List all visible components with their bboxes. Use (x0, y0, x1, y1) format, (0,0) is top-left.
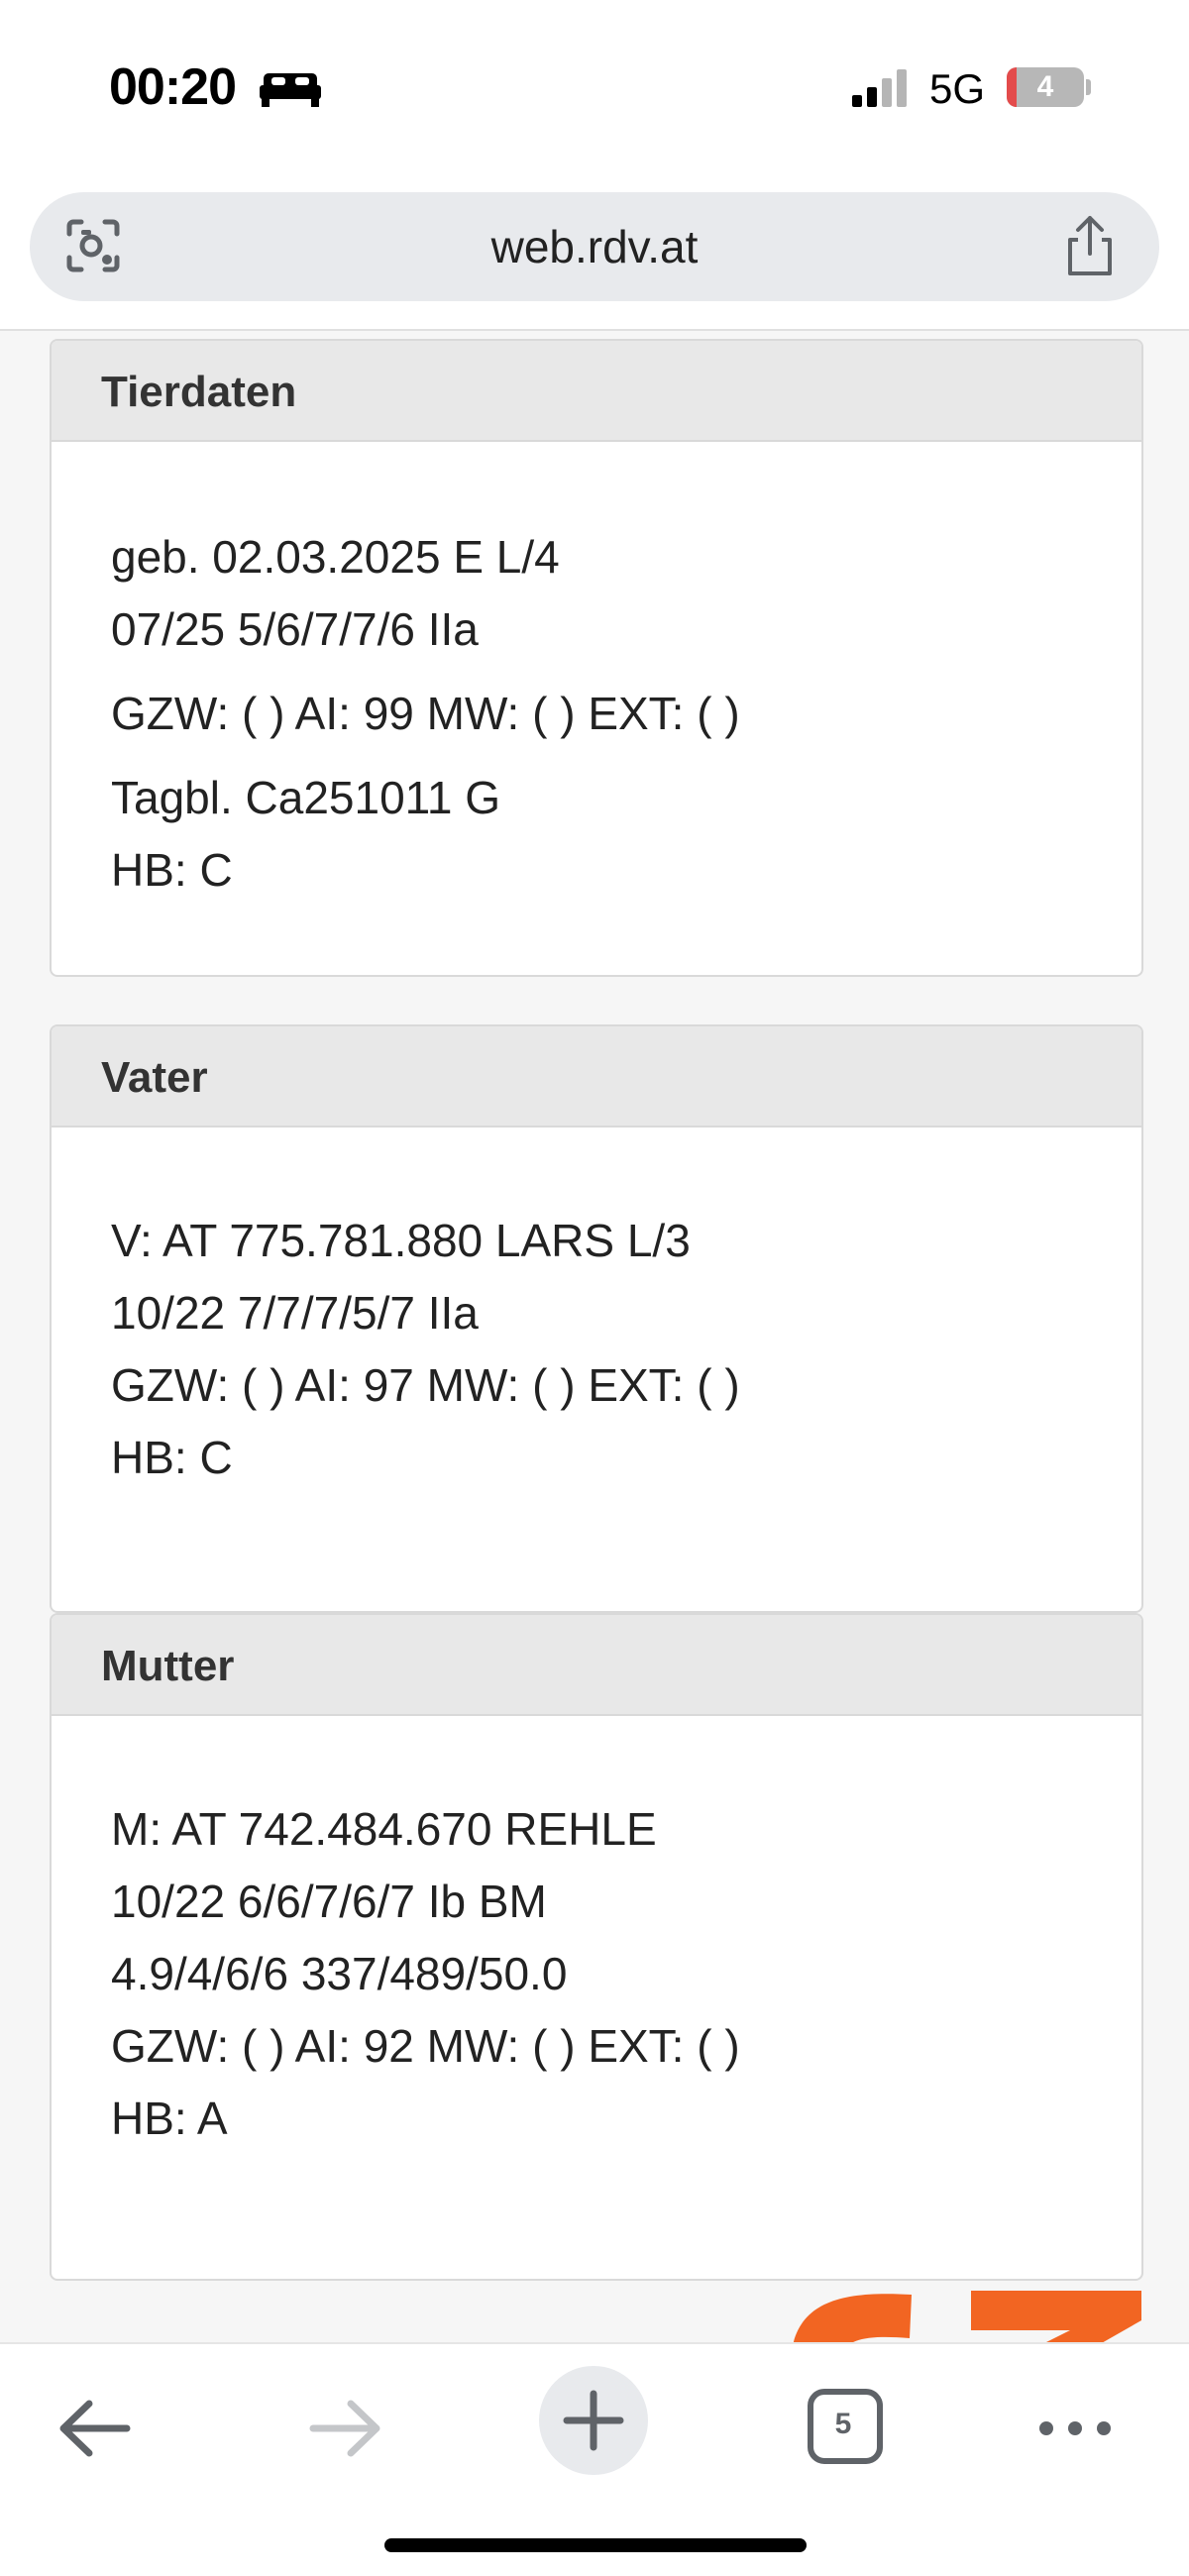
card-line: GZW: ( ) AI: 99 MW: ( ) EXT: ( ) (111, 688, 740, 739)
page-content (0, 331, 1189, 2342)
card-tierdaten (50, 339, 1143, 977)
card-title: Tierdaten (101, 368, 297, 416)
lens-icon[interactable] (63, 216, 123, 275)
card-line: 10/22 6/6/7/6/7 Ib BM (111, 1876, 547, 1927)
card-title: Mutter (101, 1642, 235, 1690)
home-indicator[interactable] (384, 2538, 807, 2552)
card-line: M: AT 742.484.670 REHLE (111, 1803, 657, 1855)
card-header (52, 341, 1141, 442)
share-icon[interactable] (1060, 214, 1120, 277)
card-line: V: AT 775.781.880 LARS L/3 (111, 1215, 691, 1266)
network-type: 5G (929, 65, 986, 112)
battery-level: 4 (1036, 70, 1054, 103)
forward-arrow-icon[interactable] (289, 2374, 398, 2483)
card-line: HB: C (111, 844, 233, 896)
card-mutter (50, 1613, 1143, 2281)
status-time: 00:20 (109, 58, 236, 116)
card-vater (50, 1024, 1143, 1613)
card-body (52, 1716, 1141, 2155)
card-line: geb. 02.03.2025 E L/4 (111, 531, 560, 583)
card-body (52, 1127, 1141, 1494)
browser-header (0, 178, 1189, 331)
card-line: 4.9/4/6/6 337/489/50.0 (111, 1948, 568, 1999)
card-line: GZW: ( ) AI: 97 MW: ( ) EXT: ( ) (111, 1359, 740, 1411)
card-title: Vater (101, 1053, 208, 1102)
card-header (52, 1026, 1141, 1127)
card-line: Tagbl. Ca251011 G (111, 772, 500, 823)
signal-icon (850, 69, 910, 107)
logo-fragment (773, 2261, 1189, 2342)
card-body (52, 442, 1141, 907)
card-header (52, 1615, 1141, 1716)
tab-count[interactable]: 5 (834, 2408, 852, 2440)
card-line: GZW: ( ) AI: 92 MW: ( ) EXT: ( ) (111, 2020, 740, 2072)
plus-icon (539, 2366, 648, 2475)
card-line: 10/22 7/7/7/5/7 IIa (111, 1287, 479, 1339)
bed-icon (260, 71, 321, 107)
card-line: HB: C (111, 1432, 233, 1483)
card-line: 07/25 5/6/7/7/6 IIa (111, 603, 479, 655)
status-bar (0, 0, 1189, 178)
battery-nub (1086, 79, 1091, 95)
address-bar[interactable] (30, 192, 1159, 301)
more-icon[interactable] (1021, 2374, 1130, 2483)
back-arrow-icon[interactable] (42, 2374, 151, 2483)
new-tab-button[interactable] (539, 2366, 648, 2475)
card-line: HB: A (111, 2093, 228, 2144)
url-text[interactable]: web.rdv.at (490, 221, 699, 272)
